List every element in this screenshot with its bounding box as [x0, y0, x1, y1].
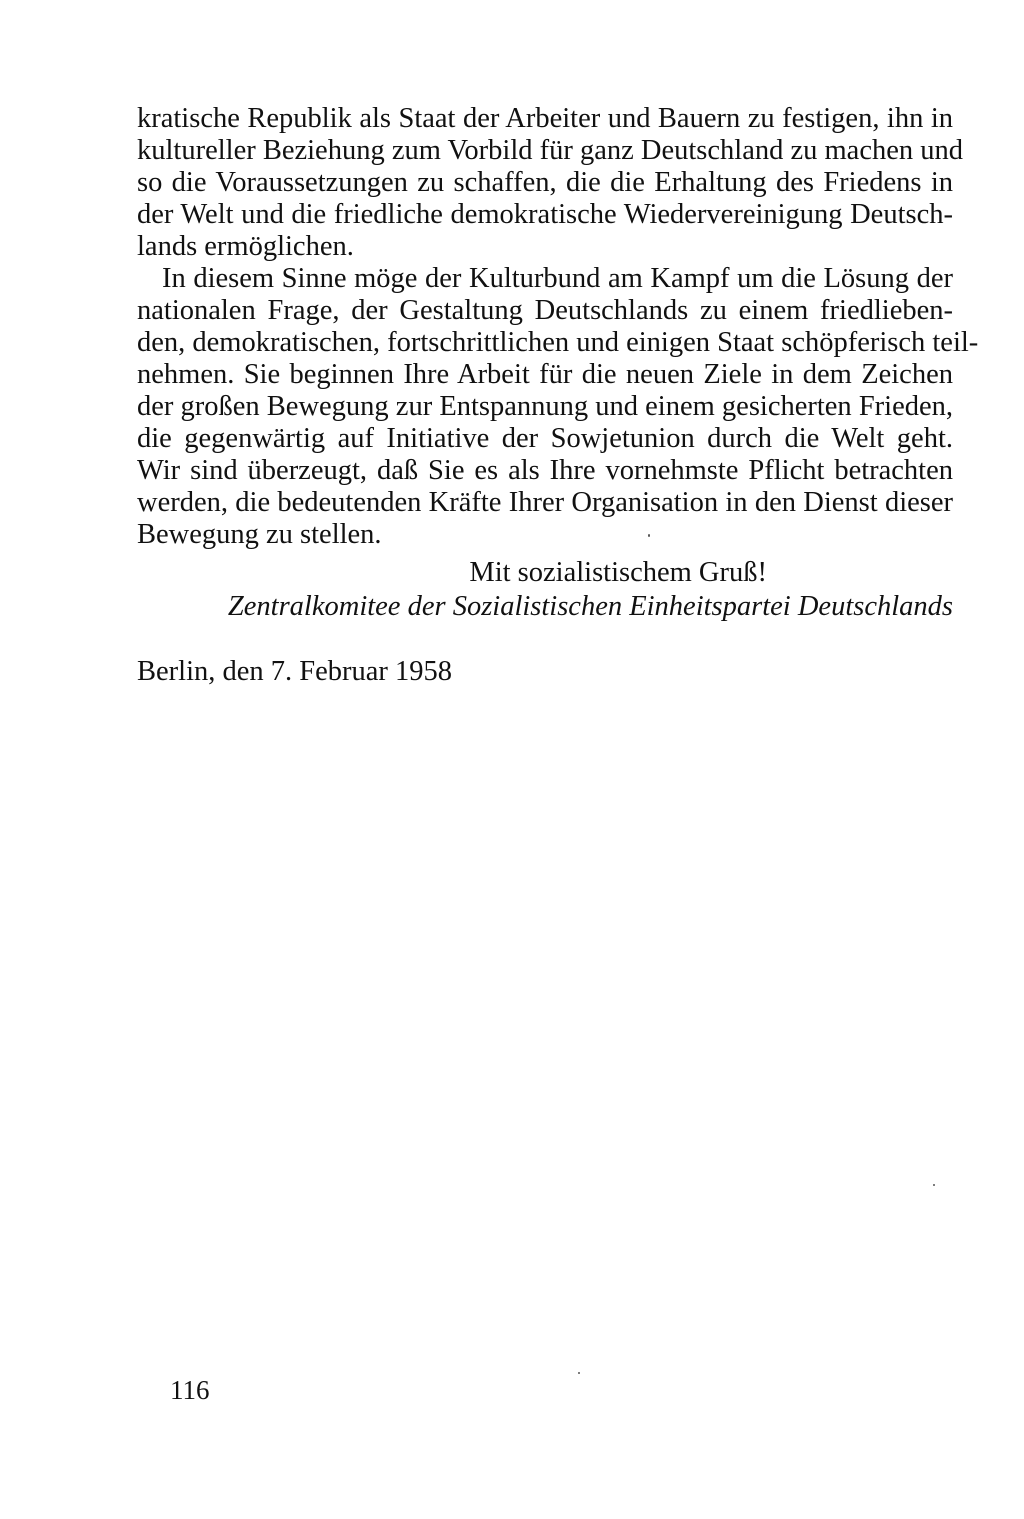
paragraph-line: der großen Bewegung zur Entspannung und einem gesicherten Frieden,	[137, 391, 953, 422]
scan-speck	[578, 1372, 580, 1374]
paragraph-line: kultureller Beziehung zum Vorbild für ganz Deutschland zu machen und	[137, 135, 963, 166]
paragraph-line: kratische Republik als Staat der Arbeiter und Bauern zu festigen, ihn in	[137, 103, 953, 134]
paragraph-line: die gegenwärtig auf Initiative der Sowjetunion durch die Welt geht.	[137, 423, 953, 454]
paragraph-line: nehmen. Sie beginnen Ihre Arbeit für die neuen Ziele in dem Zeichen	[137, 359, 953, 390]
paragraph-line: Wir sind überzeugt, daß Sie es als Ihre vornehmste Pflicht betrachten	[137, 455, 953, 486]
paragraph-line: In diesem Sinne möge der Kulturbund am Kampf um die Lösung der	[162, 263, 953, 294]
signature: Zentralkomitee der Sozialistischen Einheitspartei Deutschlands	[227, 591, 953, 622]
paragraph-line: lands ermöglichen.	[137, 231, 354, 262]
scan-speck	[648, 534, 650, 537]
date-line: Berlin, den 7. Februar 1958	[137, 656, 453, 687]
page-number: 116	[170, 1375, 210, 1405]
paragraph-line: den, demokratischen, fortschrittlichen und einigen Staat schöpferisch teil-	[137, 327, 979, 358]
paragraph-line: nationalen Frage, der Gestaltung Deutschlands zu einem friedlieben-	[137, 295, 953, 326]
paragraph-line: Bewegung zu stellen.	[137, 519, 382, 550]
paragraph-line: so die Voraussetzungen zu schaffen, die die Erhaltung des Friedens in	[137, 167, 953, 198]
scan-speck	[933, 1184, 935, 1186]
closing-salutation: Mit sozialistischem Gruß!	[469, 557, 767, 588]
paragraph-line: der Welt und die friedliche demokratische Wiedervereinigung Deutsch-	[137, 199, 953, 230]
paragraph-line: werden, die bedeutenden Kräfte Ihrer Organisation in den Dienst dieser	[137, 487, 953, 518]
